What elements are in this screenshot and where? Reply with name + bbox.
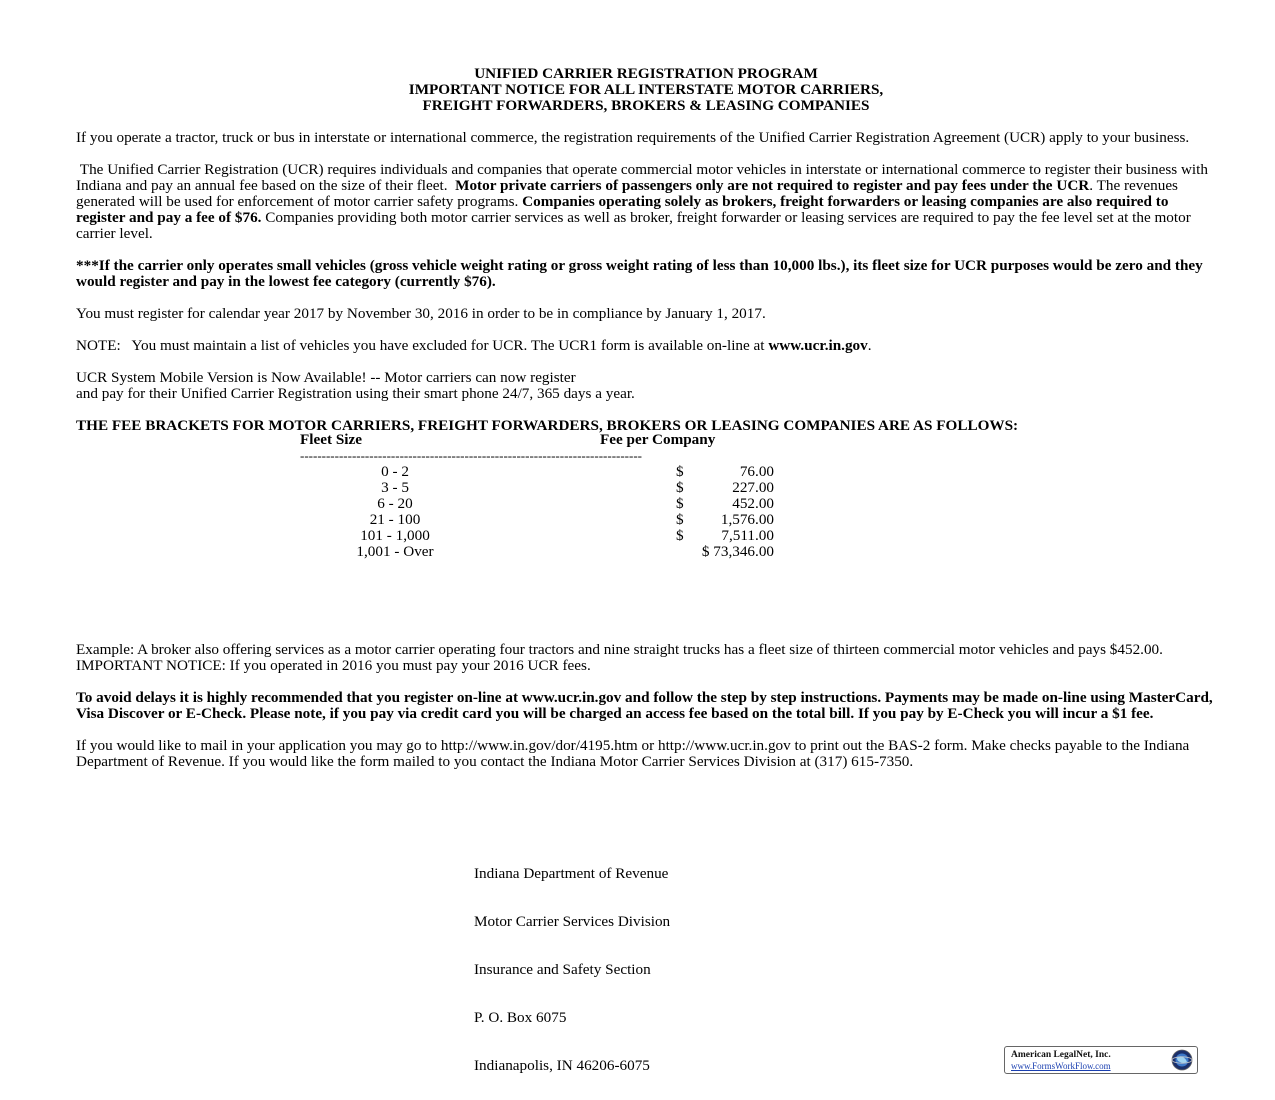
table-row [300,512,795,528]
fee-table-header [300,432,795,448]
register-deadline: You must register for calendar year 2017 by November 30, 2016 in order to be in compliance by January 1, 2017. [76,305,766,322]
page-title [76,66,1216,114]
fleet-size-cell: 21 - 100 [369,511,421,528]
fleet-size-cell: 1,001 - Over [356,543,434,560]
important-notice: IMPORTANT NOTICE: If you operated in 2016 you must pay your 2016 UCR fees. [76,657,591,674]
currency-symbol: $ [701,543,710,560]
fee-cell: 1,576.00 [720,511,774,528]
logo-company: American LegalNet, Inc. [1011,1050,1111,1060]
ucr-bold-1: Motor private carriers of passengers only are not required to register and pay fees under the UCR [455,177,1090,194]
note-end: . [867,337,872,354]
note-text: NOTE: You must maintain a list of vehicles you have excluded for UCR. The UCR1 form is available on-line at [76,337,769,354]
table-row [300,496,795,512]
title-line-3: FREIGHT FORWARDERS, BROKERS & LEASING COMPANIES [422,97,870,114]
fee-cell [676,544,774,560]
currency-symbol: $ [676,527,684,544]
currency-symbol: $ [676,479,684,496]
note-paragraph [76,338,1216,354]
ucr-text-1: The Unified Carrier Registration (UCR) requires individuals and companies that operate commercial motor vehicles in interstate or international commerce to register their business with Indiana and pay an annual fee based on the size of their fleet. [76,161,1212,194]
fee-cell: 76.00 [739,463,774,480]
fee-cell: 452.00 [732,495,774,512]
fee-per-company-header: Fee per Company [600,431,716,448]
address-line: Insurance and Safety Section [474,961,651,978]
fee-brackets-heading: THE FEE BRACKETS FOR MOTOR CARRIERS, FREIGHT FORWARDERS, BROKERS OR LEASING COMPANIES ARE AS FOLLOWS: [76,417,1019,434]
table-row [300,544,795,560]
small-vehicles-paragraph: ***If the carrier only operates small vehicles (gross vehicle weight rating or gross weight rating of less than 10,000 lbs.), its fleet size for UCR purposes would be zero and they would register and pay in the lowest fee category (currently $76). [76,257,1203,290]
fleet-size-cell: 6 - 20 [377,495,413,512]
currency-symbol: $ [676,511,684,528]
mobile-line-2: and pay for their Unified Carrier Registration using their smart phone 24/7, 365 days a year. [76,385,635,402]
mobile-line-1: UCR System Mobile Version is Now Available! -- Motor carriers can now register [76,369,576,386]
currency-symbol: $ [676,463,684,480]
fee-table [300,432,795,560]
ucr-requirements-paragraph [76,162,1216,242]
currency-symbol: $ [676,495,684,512]
ucr-text-3: Companies providing both motor carrier services as well as broker, freight forwarder or leasing services are required to pay the fee level set at the motor carrier level. [76,209,1195,242]
table-row [300,480,795,496]
fleet-size-cell: 101 - 1,000 [360,527,430,544]
table-row [300,464,795,480]
title-line-2: IMPORTANT NOTICE FOR ALL INTERSTATE MOTOR CARRIERS, [408,81,884,98]
fee-cell: 7,511.00 [721,527,774,544]
mail-info-paragraph: If you would like to mail in your application you may go to http://www.in.gov/dor/4195.htm or http://www.ucr.in.gov to print out the BAS-2 form. Make checks payable to the Indiana Department of Revenue. If you would like the form mailed to you contact the Indiana Motor Carrier Services Division at (317) 615-7350. [76,737,1190,770]
table-row [300,528,795,544]
mobile-paragraph [76,370,1216,402]
footer-logo[interactable] [1004,1046,1198,1074]
address-line: Motor Carrier Services Division [474,913,671,930]
document-body [76,66,1216,434]
example-paragraph: Example: A broker also offering services as a motor carrier operating four tractors and nine straight trucks has a fleet size of thirteen commercial motor vehicles and pays $452.00. [76,641,1163,658]
fleet-size-header: Fleet Size [300,431,362,448]
ucr-bold-2: Companies operating solely as brokers, freight forwarders or leasing companies are also required to register and pay a fee of $76. [76,193,1173,226]
fleet-size-cell: 0 - 2 [381,463,409,480]
document-body-lower [76,642,1216,770]
online-recommendation: To avoid delays it is highly recommended that you register on-line at www.ucr.in.gov and follow the step by step instructions. Payments may be made on-line using MasterCard, Visa Discover or E-Check. Please note, if you pay via credit card you will be charged an access fee based on the total bill. If you pay by E-Check you will incur a $1 fee. [76,689,1213,722]
note-link[interactable]: www.ucr.in.gov [768,337,868,354]
globe-icon [1171,1049,1193,1071]
address-line: Indianapolis, IN 46206-6075 [474,1057,650,1074]
address-line: P. O. Box 6075 [474,1009,567,1026]
table-divider: ------------------------------------------------------------------------------- [300,448,642,463]
mailing-address [474,834,670,1090]
title-line-1: UNIFIED CARRIER REGISTRATION PROGRAM [474,65,818,82]
fleet-size-cell: 3 - 5 [381,479,409,496]
ucr-text-2: . The revenues generated will be used for enforcement of motor carrier safety programs. [76,177,1182,210]
intro-paragraph: If you operate a tractor, truck or bus in interstate or international commerce, the registration requirements of the Unified Carrier Registration Agreement (UCR) apply to your business. [76,129,1190,146]
logo-url-link[interactable]: www.FormsWorkFlow.com [1011,1061,1111,1071]
fee-value: 73,346.00 [713,543,774,560]
address-line: Indiana Department of Revenue [474,865,669,882]
fee-cell: 227.00 [732,479,774,496]
